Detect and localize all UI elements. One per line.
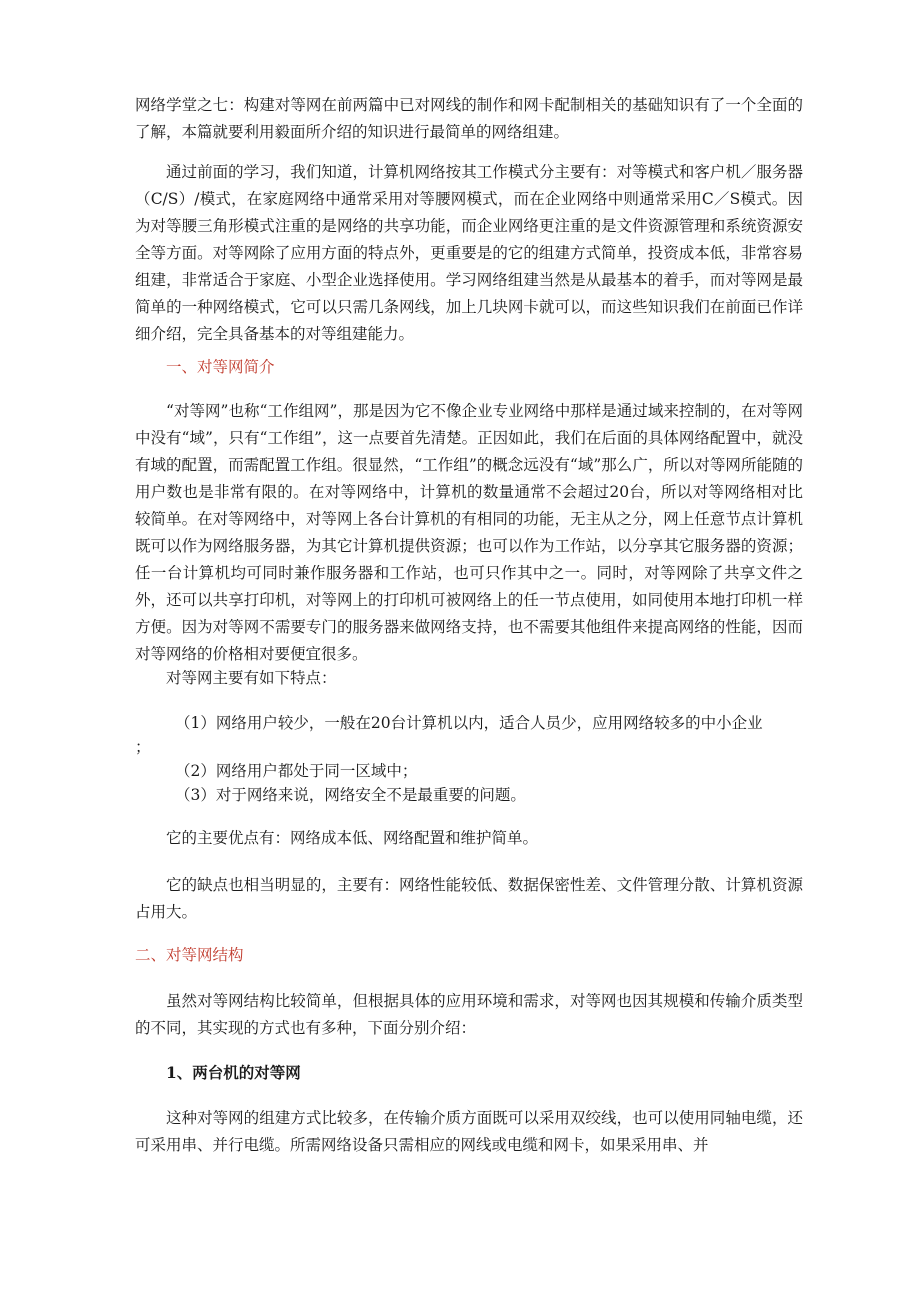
section-heading-peer-network-structure: 二、对等网结构 xyxy=(135,946,244,964)
subheading-two-computer-network: 1、两台机的对等网 xyxy=(166,1063,301,1082)
disadvantages-paragraph: 它的缺点也相当明显的，主要有：网络性能较低、数据保密性差、文件管理分散、计算机资源占用大。 xyxy=(135,876,803,921)
feature-item-3: （3）对于网络来说，网络安全不是最重要的问题。 xyxy=(175,786,526,804)
paragraph-two-computer-network: 这种对等网的组建方式比较多，在传输介质方面既可以采用双绞线，也可以使用同轴电缆，还可采用串、并行电缆。所需网络设备只需相应的网线或电缆和网卡，如果采用串、并 xyxy=(135,1109,803,1154)
intro-paragraph: 网络学堂之七：构建对等网在前两篇中已对网线的制作和网卡配制相关的基础知识有了一个全面的了解，本篇就要利用毅面所介绍的知识进行最简单的网络组建。 xyxy=(135,96,803,141)
advantages-paragraph: 它的主要优点有：网络成本低、网络配置和维护简单。 xyxy=(166,829,539,847)
paragraph-structure-variants: 虽然对等网结构比较简单，但根据具体的应用环境和需求，对等网也因其规模和传输介质类型的不同，其实现的方式也有多种，下面分别介绍： xyxy=(135,992,803,1037)
paragraph-peer-network-description: “对等网”也称“工作组网”，那是因为它不像企业专业网络中那样是通过域来控制的，在对等网中没有“域”，只有“工作组”，这一点要首先清楚。正因如此，我们在后面的具体网络配置中，就没有域的配置，而需配置工作组。很显然，“工作组”的概念远没有“域”那么广，所以对等网所能随的用户数也是非常有限的。在对等网络中，计算机的数量通常不会超过20台，所以对等网络相对比较简单。在对等网络中，对等网上各台计算机的有相同的功能，无主从之分，网上任意节点计算机既可以作为网络服务器，为其它计算机提供资源；也可以作为工作站，以分享其它服务器的资源；任一台计算机均可同时兼作服务器和工作站，也可只作其中之一。同时，对等网除了共享文件之外，还可以共享打印机，对等网上的打印机可被网络上的任一节点使用，如同使用本地打印机一样方便。因为对等网不需要专门的服务器来做网络支持，也不需要其他组件来提高网络的性能，因而对等网络的价格相对要便宜很多。 xyxy=(135,402,803,663)
feature-item-1: （1）网络用户较少，一般在20台计算机以内，适合人员少，应用网络较多的中小企业 xyxy=(175,714,763,732)
features-intro: 对等网主要有如下特点： xyxy=(166,669,337,687)
feature-item-2: （2）网络用户都处于同一区域中； xyxy=(175,762,418,780)
section-heading-peer-network-intro: 一、对等网简介 xyxy=(166,358,275,376)
feature-item-1-tail: ； xyxy=(135,738,151,756)
paragraph-work-modes: 通过前面的学习，我们知道，计算机网络按其工作模式分主要有：对等模式和客户机／服务器（C/S）/模式，在家庭网络中通常采用对等腰网模式，而在企业网络中则通常采用C／S模式。因为对等腰三角形模式注重的是网络的共享功能，而企业网络更注重的是文件资源管理和系统资源安全等方面。对等网除了应用方面的特点外，更重要是的它的组建方式简单，投资成本低，非常容易组建，非常适合于家庭、小型企业选择使用。学习网络组建当然是从最基本的着手，而对等网是最简单的一种网络模式，它可以只需几条网线，加上几块网卡就可以，而这些知识我们在前面已作详细介绍，完全具备基本的对等组建能力。 xyxy=(135,163,803,343)
